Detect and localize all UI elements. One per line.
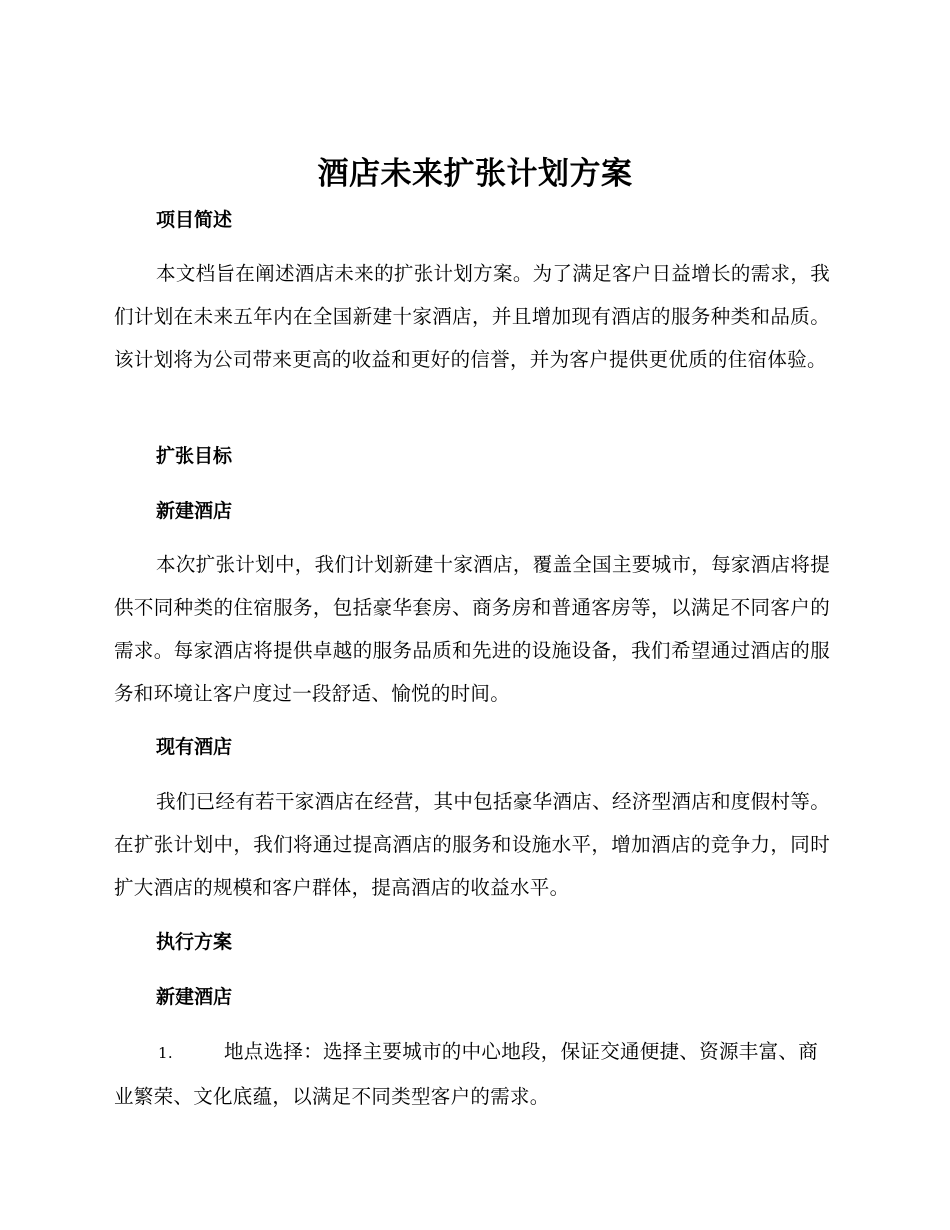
document-title: 酒店未来扩张计划方案 (317, 156, 633, 192)
list-item-text: 地点选择：选择主要城市的中心地段，保证交通便捷、资源丰富、商业繁荣、文化底蕴，以满足不同类型客户的需求。 (114, 1040, 819, 1108)
new-hotels-paragraph: 本次扩张计划中，我们计划新建十家酒店，覆盖全国主要城市，每家酒店将提供不同种类的住宿服务，包括豪华套房、商务房和普通客房等，以满足不同客户的需求。每家酒店将提供卓越的服务品质和先进的设施设备，我们希望通过酒店的服务和环境让客户度过一段舒适、愉悦的时间。 (114, 553, 830, 705)
section-heading-execution: 执行方案 (156, 931, 233, 953)
section-heading-goals: 扩张目标 (156, 445, 233, 467)
list-item (114, 1030, 830, 1118)
existing-hotels-paragraph: 我们已经有若干家酒店在经营，其中包括豪华酒店、经济型酒店和度假村等。在扩张计划中，我们将通过提高酒店的服务和设施水平，增加酒店的竞争力，同时扩大酒店的规模和客户群体，提高酒店的收益水平。 (114, 790, 830, 899)
subheading-execution-new-hotels: 新建酒店 (156, 986, 233, 1008)
subheading-existing-hotels: 现有酒店 (156, 736, 233, 758)
section-heading-overview: 项目简述 (156, 209, 233, 231)
subheading-new-hotels: 新建酒店 (156, 500, 233, 522)
list-item-number: 1. (158, 1044, 173, 1062)
overview-paragraph: 本文档旨在阐述酒店未来的扩张计划方案。为了满足客户日益增长的需求，我们计划在未来五年内在全国新建十家酒店，并且增加现有酒店的服务种类和品质。该计划将为公司带来更高的收益和更好的信誉，并为客户提供更优质的住宿体验。 (114, 262, 830, 371)
